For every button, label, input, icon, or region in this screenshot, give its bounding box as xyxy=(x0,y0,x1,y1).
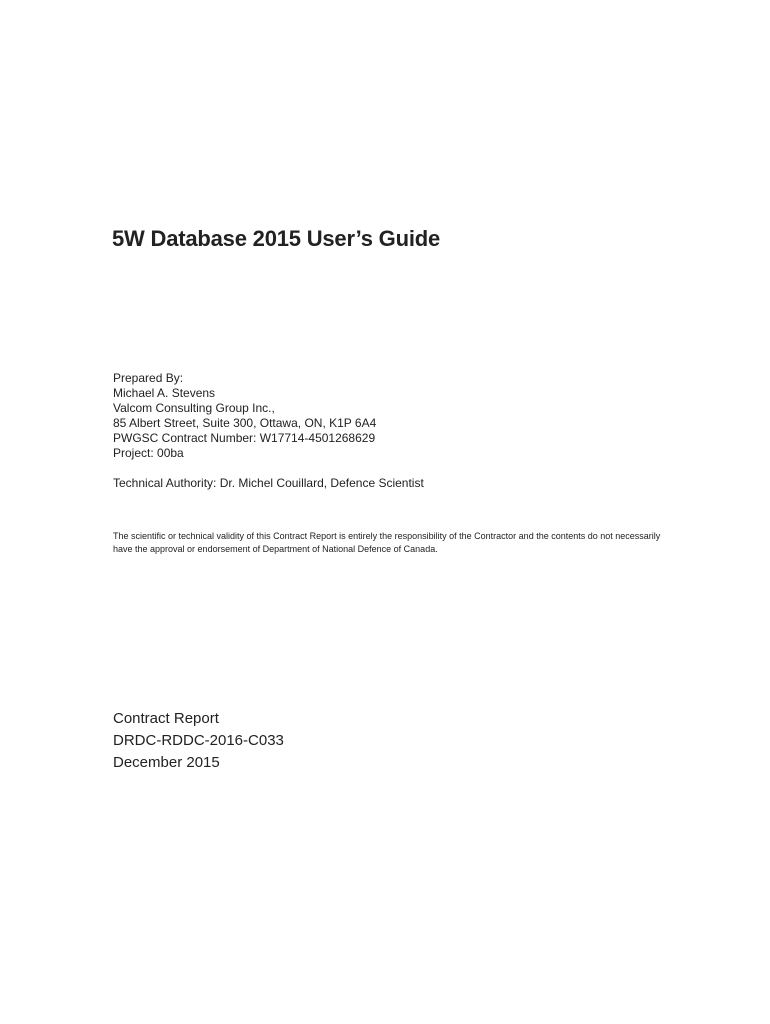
company-address: 85 Albert Street, Suite 300, Ottawa, ON, K1P 6A4 xyxy=(113,416,377,430)
report-number: DRDC-RDDC-2016-C033 xyxy=(113,732,284,749)
prepared-by-heading: Prepared By: xyxy=(113,371,184,385)
company-name: Valcom Consulting Group Inc., xyxy=(113,401,275,415)
report-type: Contract Report xyxy=(113,710,219,727)
report-info-block xyxy=(113,708,284,774)
disclaimer-text: The scientific or technical validity of this Contract Report is entirely the responsibility of the Contractor and the contents do not necessarily have the approval or endorsement of Department of National Defence of Canada. xyxy=(113,531,661,554)
contract-number: PWGSC Contract Number: W17714-4501268629 xyxy=(113,431,376,445)
document-title: 5W Database 2015 User’s Guide xyxy=(112,226,441,251)
technical-authority: Technical Authority: Dr. Michel Couillard, Defence Scientist xyxy=(113,476,424,490)
prepared-by-block xyxy=(113,371,376,461)
author-name: Michael A. Stevens xyxy=(113,386,216,400)
project-code: Project: 00ba xyxy=(113,446,184,460)
report-date: December 2015 xyxy=(113,754,220,771)
